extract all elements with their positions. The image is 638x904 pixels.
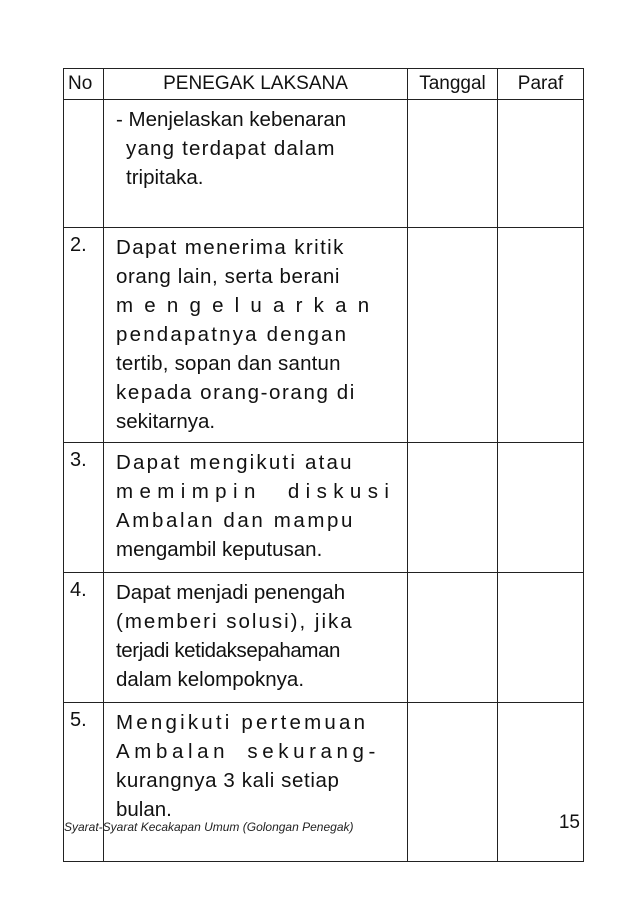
requirements-table-wrapper — [63, 68, 583, 862]
requirement-line: kepada orang-orang di — [116, 381, 356, 404]
table-row — [64, 703, 584, 862]
requirement-text — [104, 100, 408, 228]
requirement-line: Ambalan dan mampu — [116, 509, 356, 532]
date-cell[interactable] — [408, 703, 498, 862]
header-no: No — [64, 69, 104, 100]
footer-title: Syarat-Syarat Kecakapan Umum (Golongan Penegak) — [64, 820, 354, 834]
date-cell[interactable] — [408, 100, 498, 228]
row-number: 5. — [64, 703, 104, 862]
header-signature: Paraf — [498, 69, 584, 100]
requirement-line: kurangnya 3 kali setiap — [116, 769, 340, 792]
table-header-row — [64, 69, 584, 100]
signature-cell[interactable] — [498, 100, 584, 228]
requirement-text — [104, 443, 408, 573]
requirement-line: Ambalan sekurang- — [116, 740, 380, 763]
page-number: 15 — [558, 812, 580, 833]
requirement-line: terjadi ketidaksepahaman — [116, 639, 341, 662]
requirements-table — [63, 68, 584, 862]
requirement-line: Dapat menjadi penengah — [116, 581, 346, 604]
signature-cell[interactable] — [498, 228, 584, 443]
requirement-text — [104, 703, 408, 862]
header-date: Tanggal — [408, 69, 498, 100]
requirement-line: sekitarnya. — [116, 410, 216, 433]
row-number: 2. — [64, 228, 104, 443]
requirement-line: dalam kelompoknya. — [116, 668, 305, 691]
requirement-line: mengeluarkan — [116, 294, 381, 317]
table-row — [64, 443, 584, 573]
requirement-line: yang terdapat dalam — [126, 137, 336, 160]
table-row — [64, 573, 584, 703]
signature-cell[interactable] — [498, 573, 584, 703]
requirement-line: Dapat menerima kritik — [116, 236, 345, 259]
signature-cell[interactable] — [498, 443, 584, 573]
row-number: 4. — [64, 573, 104, 703]
table-row — [64, 228, 584, 443]
date-cell[interactable] — [408, 573, 498, 703]
requirement-line: memimpin diskusi — [116, 480, 396, 503]
requirement-line: (memberi solusi), jika — [116, 610, 354, 633]
requirement-line: tertib, sopan dan santun — [116, 352, 341, 375]
requirement-text — [104, 228, 408, 443]
requirement-line: bulan. — [116, 798, 172, 821]
requirement-text — [104, 573, 408, 703]
requirement-line: tripitaka. — [126, 166, 204, 189]
requirement-line: pendapatnya dengan — [116, 323, 349, 346]
date-cell[interactable] — [408, 228, 498, 443]
signature-cell[interactable] — [498, 703, 584, 862]
requirement-line: mengambil keputusan. — [116, 538, 323, 561]
requirement-line: - Menjelaskan kebenaran — [116, 108, 347, 131]
requirement-line: Dapat mengikuti atau — [116, 451, 354, 474]
header-requirement: PENEGAK LAKSANA — [104, 69, 408, 100]
requirement-line: Mengikuti pertemuan — [116, 711, 369, 734]
requirement-line: orang lain, serta berani — [116, 265, 341, 288]
row-number — [64, 100, 104, 228]
date-cell[interactable] — [408, 443, 498, 573]
row-number: 3. — [64, 443, 104, 573]
table-row — [64, 100, 584, 228]
